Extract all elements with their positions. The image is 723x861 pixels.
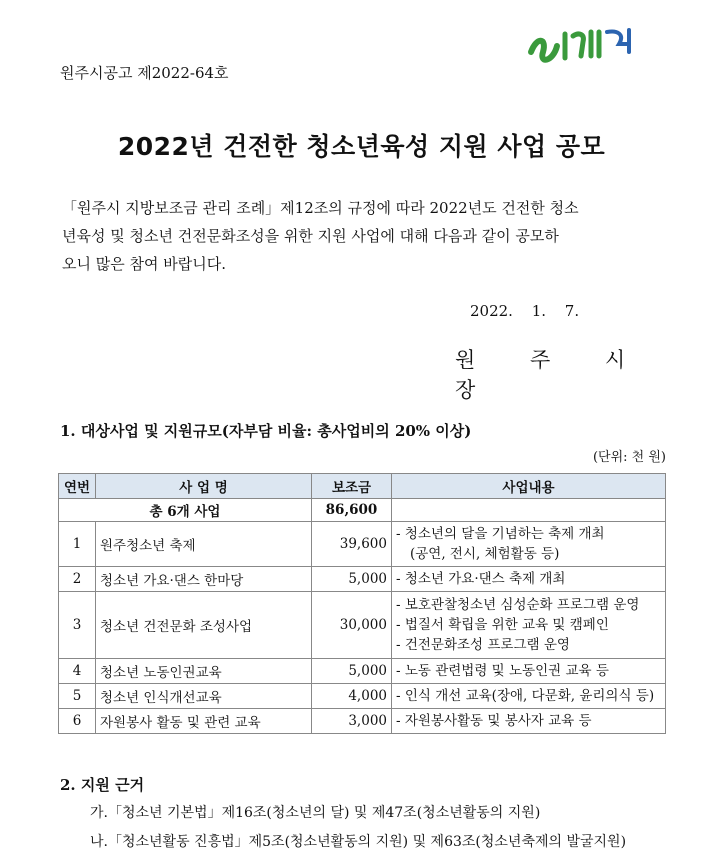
header-no: 연번 [59, 474, 96, 499]
support-projects-table [58, 473, 666, 734]
intro-line: 년육성 및 청소년 건전문화조성을 위한 지원 사업에 대해 다음과 같이 공모하 [62, 227, 559, 245]
content-line: - 노동 관련법령 및 노동인권 교육 등 [396, 663, 609, 679]
content-line: - 자원봉사활동 및 봉사자 교육 등 [396, 713, 592, 729]
table-header-row [59, 474, 666, 499]
content-line: - 청소년 가요·댄스 축제 개최 [396, 571, 566, 587]
issuer-name: 원 주 시 장 [455, 348, 650, 402]
row-no: 5 [59, 684, 96, 709]
row-no: 2 [59, 567, 96, 592]
row-name: 원주청소년 축제 [96, 522, 312, 567]
table-row [59, 709, 666, 734]
legal-basis-item: 나.「청소년활동 진흥법」제5조(청소년활동의 지원) 및 제63조(청소년축제의 발굴지원) [90, 834, 627, 850]
content-line: - 인식 개선 교육(장애, 다문화, 윤리의식 등) [396, 688, 655, 704]
total-label: 총 6개 사업 [59, 499, 312, 522]
content-line: - 보호관찰청소년 심성순화 프로그램 운영 [396, 597, 640, 613]
content-line: - 건전문화조성 프로그램 운영 [396, 637, 570, 653]
header-name: 사 업 명 [96, 474, 312, 499]
row-name: 청소년 가요·댄스 한마당 [96, 567, 312, 592]
row-name: 자원봉사 활동 및 관련 교육 [96, 709, 312, 734]
row-content [392, 567, 666, 592]
row-amount: 5,000 [312, 659, 392, 684]
notice-date: 2022. 1. 7. [470, 302, 580, 320]
row-no: 4 [59, 659, 96, 684]
wonju-logo-graphic [527, 22, 637, 74]
row-content [392, 684, 666, 709]
table-row [59, 659, 666, 684]
row-content [392, 592, 666, 659]
row-name: 청소년 건전문화 조성사업 [96, 592, 312, 659]
row-no: 6 [59, 709, 96, 734]
content-line: - 청소년의 달을 기념하는 축제 개최 [396, 526, 605, 542]
intro-line: 오니 많은 참여 바랍니다. [62, 255, 226, 273]
row-amount: 39,600 [312, 522, 392, 567]
legal-basis-item: 가.「청소년 기본법」제16조(청소년의 달) 및 제47조(청소년활동의 지원) [90, 805, 541, 821]
total-content [392, 499, 666, 522]
content-line: - 법질서 확립을 위한 교육 및 캠페인 [396, 617, 609, 633]
row-amount: 4,000 [312, 684, 392, 709]
intro-paragraph [62, 194, 666, 278]
table-row [59, 592, 666, 659]
row-content [392, 522, 666, 567]
page-title: 2022년 건전한 청소년육성 지원 사업 공모 [117, 132, 606, 161]
row-amount: 30,000 [312, 592, 392, 659]
row-amount: 3,000 [312, 709, 392, 734]
row-name: 청소년 노동인권교육 [96, 659, 312, 684]
section-1-heading: 1. 대상사업 및 지원규모(자부담 비율: 총사업비의 20% 이상) [60, 422, 472, 440]
unit-label: (단위: 천 원) [592, 450, 666, 465]
row-name: 청소년 인식개선교육 [96, 684, 312, 709]
notice-number: 원주시공고 제2022-64호 [60, 64, 229, 82]
intro-line: 「원주시 지방보조금 관리 조례」제12조의 규정에 따라 2022년도 건전한 청소 [62, 199, 579, 217]
row-content [392, 709, 666, 734]
header-amount: 보조금 [312, 474, 392, 499]
content-line: (공연, 전시, 체험활동 등) [410, 546, 560, 562]
header-content: 사업내용 [392, 474, 666, 499]
section-2-heading: 2. 지원 근거 [60, 776, 145, 794]
row-content [392, 659, 666, 684]
row-amount: 5,000 [312, 567, 392, 592]
table-row [59, 567, 666, 592]
row-no: 1 [59, 522, 96, 567]
table-row [59, 522, 666, 567]
table-total-row [59, 499, 666, 522]
row-no: 3 [59, 592, 96, 659]
table-row [59, 684, 666, 709]
total-amount: 86,600 [312, 499, 392, 522]
wonju-logo [527, 22, 637, 74]
